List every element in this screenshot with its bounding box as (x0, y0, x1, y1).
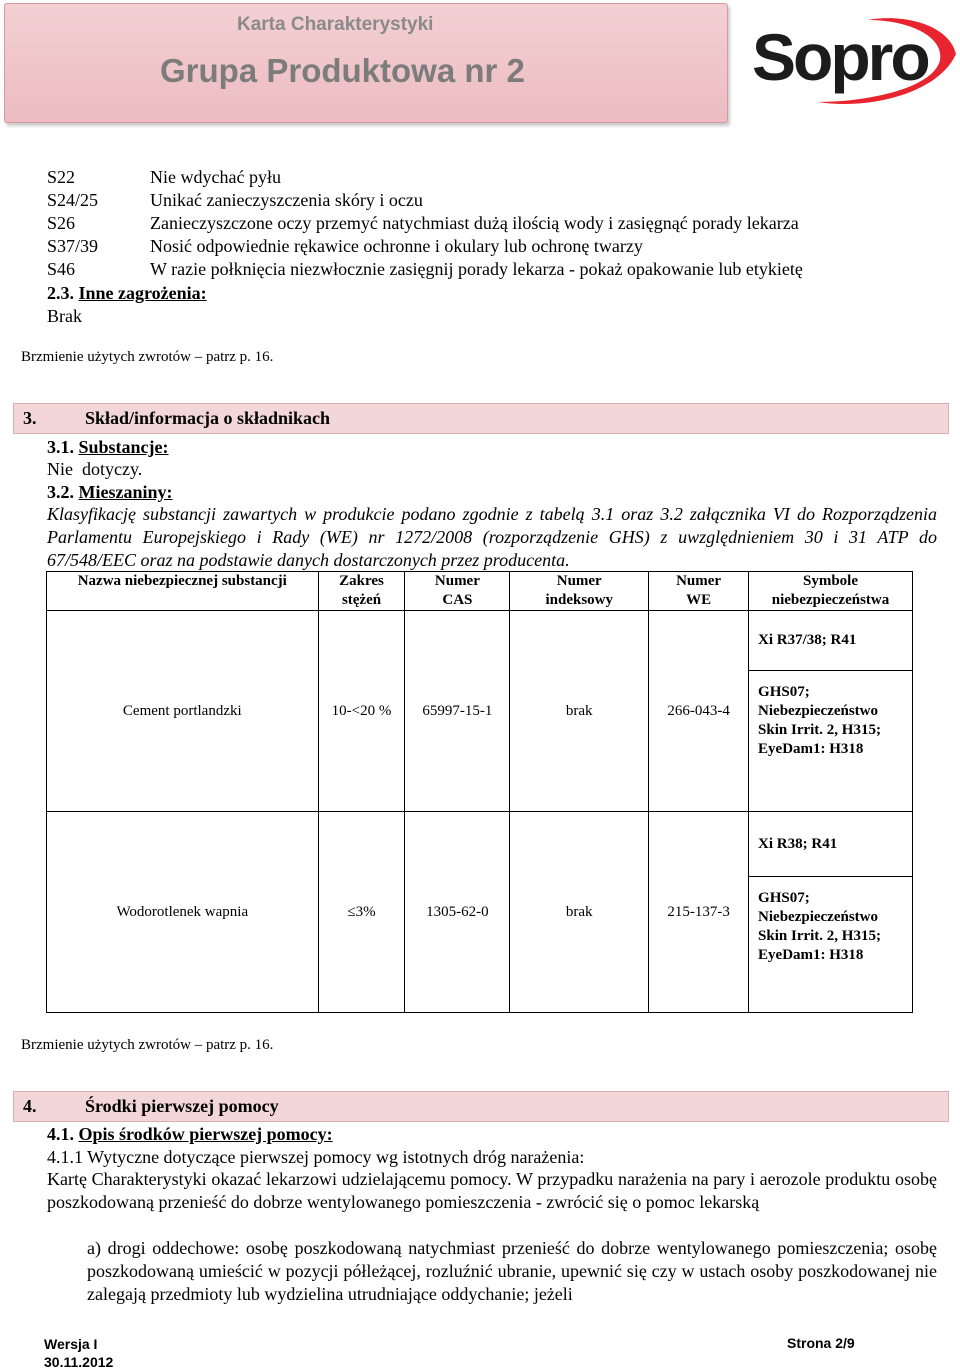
first-aid-item-a: a) drogi oddechowe: osobę poszkodowaną natychmiast przenieść do dobrze wentylowanego pomieszczenia; osobę poszkodowaną umieścić w pozycji półleżącej, rozluźnić ubranie, upewnić się czy w ustach osoby poszkodowanej nie zalegają przedmioty lub wydzielina utrudniające oddychanie; jeżeli (87, 1238, 937, 1304)
logo-wordmark: Sopro (752, 20, 928, 94)
table-header-row (47, 572, 913, 611)
ghs-symbols: GHS07; Niebezpieczeństwo Skin Irrit. 2, H315; EyeDam1: H318 (749, 877, 913, 1013)
section-3-heading (13, 403, 949, 434)
phrase-text: Nie wdychać pyłu (150, 167, 281, 187)
section-title: Skład/informacja o składnikach (85, 408, 331, 428)
cas-number: 1305-62-0 (405, 812, 510, 1013)
product-group-title: Grupa Produktowa nr 2 (160, 52, 525, 89)
phrase-code: S24/25 (47, 190, 99, 210)
document-kicker: Karta Charakterystyki (237, 14, 434, 35)
subsection-3-2-heading (47, 481, 173, 503)
phrase-text: W razie połknięcia niezwłocznie zasięgnij porady lekarza - pokaż opakowanie lub etykietę (150, 259, 803, 279)
substance-name: Cement portlandzki (47, 611, 319, 812)
subsection-3-1-heading (47, 436, 169, 458)
phrase-code: S26 (47, 213, 76, 233)
column-header: Numer WE (649, 572, 749, 611)
phrase-text: Nosić odpowiednie rękawice ochronne i okulary lub ochronę twarzy (150, 236, 643, 256)
subsection-title: Mieszaniny: (78, 482, 173, 502)
phrases-note: Brzmienie użytych zwrotów – patrz p. 16. (21, 1037, 274, 1053)
index-number: brak (510, 812, 649, 1013)
risk-symbols: Xi R38; R41 (749, 812, 913, 877)
subsection-number: 3.1. (47, 437, 74, 457)
version-date: 30.11.2012 (44, 1354, 114, 1370)
ghs-symbols: GHS07; Niebezpieczeństwo Skin Irrit. 2, H315; EyeDam1: H318 (749, 671, 913, 812)
classification-paragraph: Klasyfikację substancji zawartych w produkcie podano zgodnie z tabelą 3.1 oraz 3.2 załącznika VI do Rozporządzenia Parlamentu Europejskiego i Rady (WE) nr 1272/2008 (rozporządzenie GHS) z uwzględnieniem 30 i 31 ATP do 67/548/EEC oraz na podstawie danych dostarczonych przez producenta. (47, 504, 937, 570)
phrase-code: S37/39 (47, 236, 99, 256)
risk-symbols: Xi R37/38; R41 (749, 611, 913, 671)
document-version (44, 1335, 113, 1371)
we-number: 215-137-3 (649, 812, 749, 1013)
subsection-number: 2.3. (47, 283, 74, 303)
column-header: Numer CAS (405, 572, 510, 611)
phrase-code: S46 (47, 259, 76, 279)
subsection-2-3-heading (47, 282, 207, 304)
sopro-logo (748, 14, 958, 106)
subsection-title: Opis środków pierwszej pomocy: (78, 1124, 333, 1144)
first-aid-paragraph: Kartę Charakterystyki okazać lekarzowi udzielającemu pomocy. W przypadku narażenia na pary i aerozole produktu osobę poszkodowaną przenieść do dobrze wentylowanego pomieszczenia - zwrócić się o pomoc lekarską (47, 1169, 937, 1212)
phrase-text: Zanieczyszczone oczy przemyć natychmiast dużą ilością wody i zasięgnąć porady lekarza (150, 213, 799, 233)
table-row (47, 812, 913, 877)
table-row (47, 611, 913, 671)
section-4-heading (13, 1091, 949, 1122)
phrase-text: Unikać zanieczyszczenia skóry i oczu (150, 190, 423, 210)
subsection-number: 3.2. (47, 482, 74, 502)
column-header: Nazwa niebezpiecznej substancji (47, 572, 319, 611)
subsection-number: 4.1. (47, 1124, 74, 1144)
subsection-title: Substancje: (78, 437, 169, 457)
column-header: Numer indeksowy (510, 572, 649, 611)
subsection-3-1-value: Nie dotyczy. (47, 459, 143, 479)
subsection-2-3-value: Brak (47, 306, 82, 326)
phrases-note: Brzmienie użytych zwrotów – patrz p. 16. (21, 349, 274, 365)
column-header: Symbole niebezpieczeństwa (749, 572, 913, 611)
hazardous-substances-table (46, 571, 913, 1013)
cas-number: 65997-15-1 (405, 611, 510, 812)
document-header (4, 3, 728, 123)
concentration-range: 10-<20 % (318, 611, 405, 812)
subsection-title: Inne zagrożenia: (78, 283, 207, 303)
subsection-4-1-1-line: 4.1.1 Wytyczne dotyczące pierwszej pomocy wg istotnych dróg narażenia: (47, 1147, 585, 1167)
section-number: 3. (23, 408, 37, 428)
concentration-range: ≤3% (318, 812, 405, 1013)
phrase-code: S22 (47, 167, 76, 187)
we-number: 266-043-4 (649, 611, 749, 812)
version-label: Wersja I (44, 1336, 98, 1352)
page-number: Strona 2/9 (787, 1335, 855, 1351)
section-number: 4. (23, 1096, 37, 1116)
section-title: Środki pierwszej pomocy (85, 1096, 279, 1116)
substance-name: Wodorotlenek wapnia (47, 812, 319, 1013)
column-header: Zakres stężeń (318, 572, 405, 611)
index-number: brak (510, 611, 649, 812)
subsection-4-1-heading (47, 1123, 333, 1145)
